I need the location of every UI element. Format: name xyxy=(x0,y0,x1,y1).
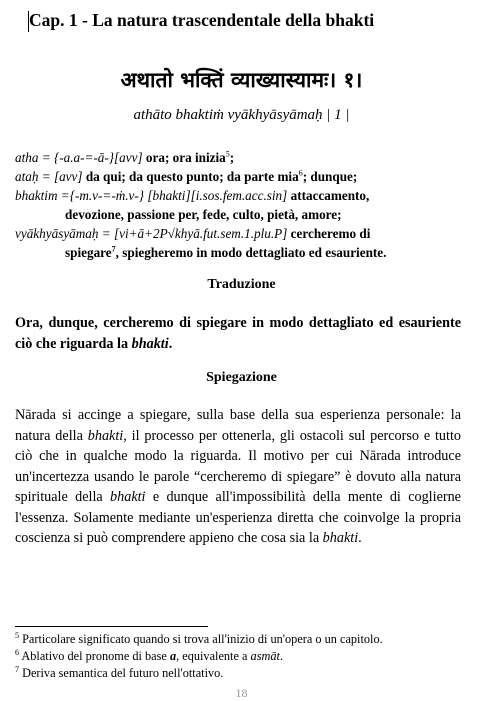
gloss-term: atha xyxy=(15,150,39,165)
footnote-6 xyxy=(15,648,283,665)
explanation-body: . xyxy=(358,530,362,546)
gloss-term: vyākhyāsyāmaḥ xyxy=(15,226,99,241)
gloss-meaning: da qui; da questo punto; da parte mia xyxy=(82,169,299,184)
footnote-text: Particolare significato quando si trova all'inizio di un'opera o un capitolo. xyxy=(19,632,383,646)
gloss-analysis: = [avv] xyxy=(38,169,83,184)
explanation-italic: bhakti xyxy=(87,427,124,444)
chapter-title: Cap. 1 - La natura trascendentale della bhakti xyxy=(29,10,375,30)
footnote-number: 5 xyxy=(15,630,19,640)
gloss-meaning: cercheremo di xyxy=(287,226,371,241)
gloss-analysis: = {-a.a-=-ā-}[avv] xyxy=(38,150,143,165)
gloss-continuation-text: , spiegheremo in modo dettagliato ed esauriente. xyxy=(115,245,387,260)
footnote-italic: asmāt xyxy=(250,649,280,663)
sutra-transliteration: athāto bhaktiṁ vyākhyāsyāmaḥ | 1 | xyxy=(133,107,350,123)
footnote-ref: 7 xyxy=(111,244,116,254)
footnote-separator xyxy=(15,626,208,627)
gloss-meaning: attaccamento, xyxy=(287,188,370,203)
gloss-line xyxy=(15,148,469,167)
sutra-devanagari: अथातो भक्तिं व्याख्यास्यामः। १। xyxy=(120,68,363,92)
translation-text xyxy=(15,313,461,354)
footnote-text: . xyxy=(279,649,284,663)
page-number: 18 xyxy=(235,686,248,700)
footnote-text: , equivalente a xyxy=(176,649,251,663)
word-gloss xyxy=(15,148,469,262)
gloss-continuation-text: spiegare xyxy=(65,245,112,260)
footnote-7 xyxy=(15,665,223,682)
translation-heading: Traduzione xyxy=(207,277,276,292)
explanation-text xyxy=(15,405,461,549)
gloss-meaning: ora; ora inizia xyxy=(142,150,226,165)
footnote-text: Deriva semantica del futuro nell'ottativo. xyxy=(19,666,224,680)
explanation-body: Nārada si accinge a spiegare, sulla base della sua esperienza personale: la natura della xyxy=(15,407,461,444)
translation-italic: bhakti xyxy=(131,335,169,352)
footnote-ref: 5 xyxy=(225,149,230,159)
footnote-number: 6 xyxy=(15,647,19,657)
gloss-term: ataḥ xyxy=(15,169,39,184)
gloss-continuation xyxy=(15,243,469,262)
footnote-ref: 6 xyxy=(298,168,303,178)
gloss-continuation: devozione, passione per, fede, culto, pietà, amore; xyxy=(65,207,342,222)
gloss-line xyxy=(15,186,469,205)
explanation-italic: bhakti xyxy=(110,489,146,505)
footnote-number: 7 xyxy=(15,664,19,674)
footnote-5 xyxy=(15,631,383,648)
translation-body: Ora, dunque, cercheremo di spiegare in modo dettagliato ed esauriente ciò che riguarda la xyxy=(15,315,461,352)
gloss-meaning-end: ; dunque; xyxy=(302,169,358,184)
gloss-term: bhaktim xyxy=(15,188,58,203)
translation-end: . xyxy=(168,335,173,352)
gloss-line xyxy=(15,167,469,186)
explanation-heading: Spiegazione xyxy=(206,370,277,385)
gloss-meaning-end: ; xyxy=(229,150,235,165)
gloss-analysis: ={-m.v-=-ṁ.v-} [bhakti][i.sos.fem.acc.sin] xyxy=(57,188,288,203)
explanation-body: e dunque all'impossibilità della mente di coglierne l'essenza. Solamente mediante un'esperienza diretta che coinvolge la propria coscienza si può comprendere appieno che cosa sia la xyxy=(15,489,461,546)
footnote-text: Ablativo del pronome di base xyxy=(19,649,170,663)
footnote-bold: a xyxy=(169,649,177,663)
explanation-body: , il processo per ottenerla, gli ostacoli sul percorso e tutto ciò che in qualche modo la riguarda. Il motivo per cui Nārada introduce un'incertezza usando le parole “cercheremo di spiegare” è dovuto alla natura spirituale della xyxy=(15,427,461,505)
gloss-line xyxy=(15,224,469,243)
gloss-analysis: = [vi+ā+2P√khyā.fut.sem.1.plu.P] xyxy=(98,226,288,241)
explanation-italic: bhakti xyxy=(322,530,359,546)
